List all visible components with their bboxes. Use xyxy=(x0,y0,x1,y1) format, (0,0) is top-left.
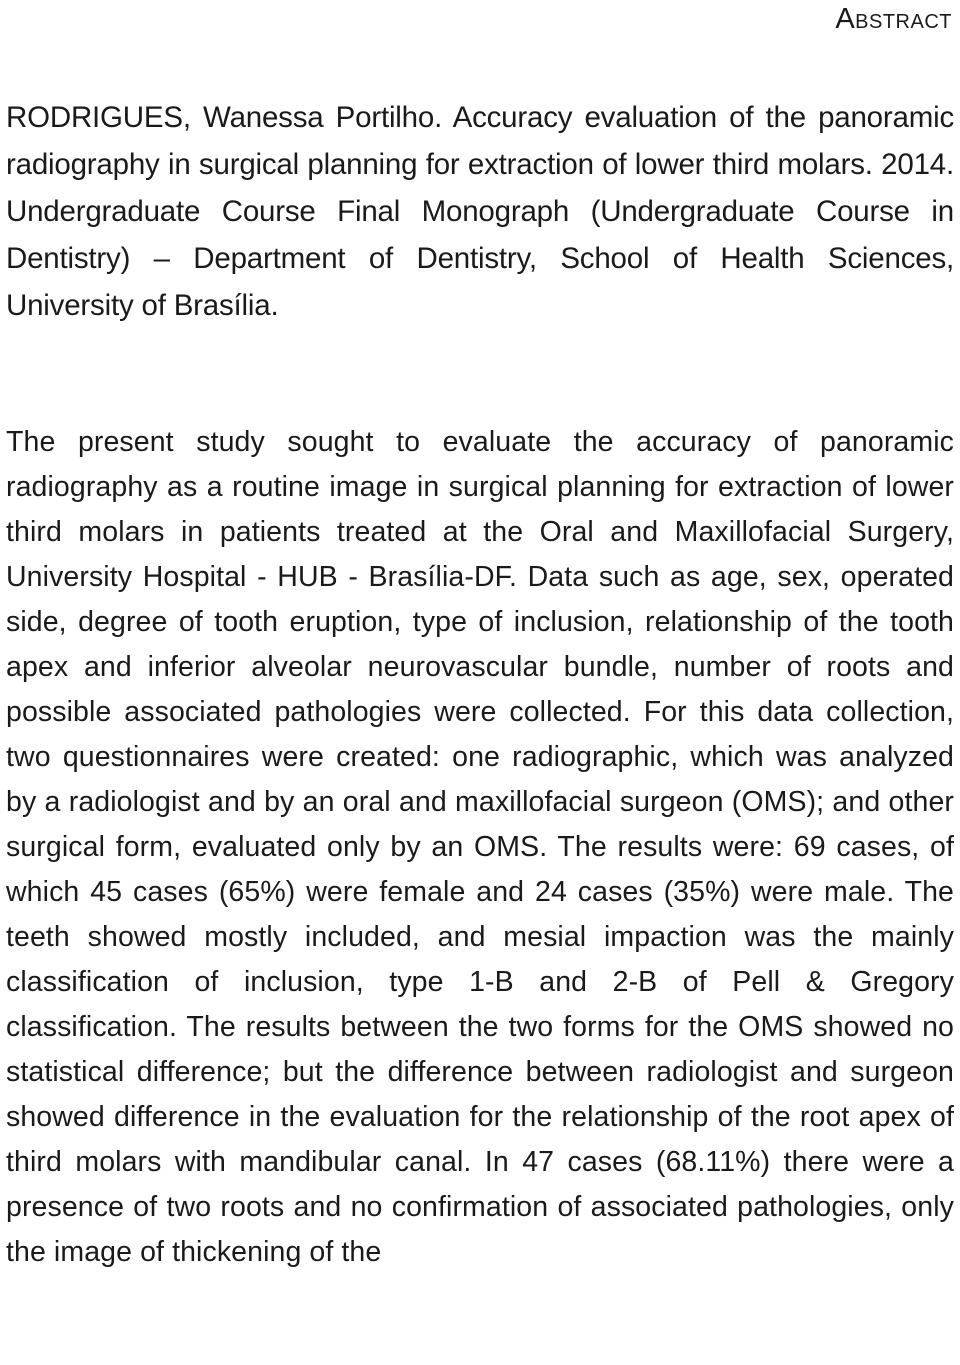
abstract-body: The present study sought to evaluate the accuracy of panoramic radiography as a routine image in surgical planning for extraction of lower third molars in patients treated at the Oral and Maxillofacial Surgery, University Hospital - HUB - Brasília-DF. Data such as age, sex, operated side, degree of tooth eruption, type of inclusion, relationship of the tooth apex and inferior alveolar neurovascular bundle, number of roots and possible associated pathologies were collected. For this data collection, two questionnaires were created: one radiographic, which was analyzed by a radiologist and by an oral and maxillofacial surgeon (OMS); and other surgical form, evaluated only by an OMS. The results were: 69 cases, of which 45 cases (65%) were female and 24 cases (35%) were male. The teeth showed mostly included, and mesial impaction was the mainly classification of inclusion, type 1-B and 2-B of Pell & Gregory classification. The results between the two forms for the OMS showed no statistical difference; but the difference between radiologist and surgeon showed difference in the evaluation for the relationship of the root apex of third molars with mandibular canal. In 47 cases (68.11%) there were a presence of two roots and no confirmation of associated pathologies, only the image of thickening of the xyxy=(6,426,954,1268)
page-title: Abstract xyxy=(835,3,952,35)
bibliographic-citation: RODRIGUES, Wanessa Portilho. Accuracy evaluation of the panoramic radiography in surgical planning for extraction of lower third molars. 2014. Undergraduate Course Final Monograph (Undergraduate Course in Dentistry) – Department of Dentistry, School of Health Sciences, University of Brasília. xyxy=(6,101,954,322)
